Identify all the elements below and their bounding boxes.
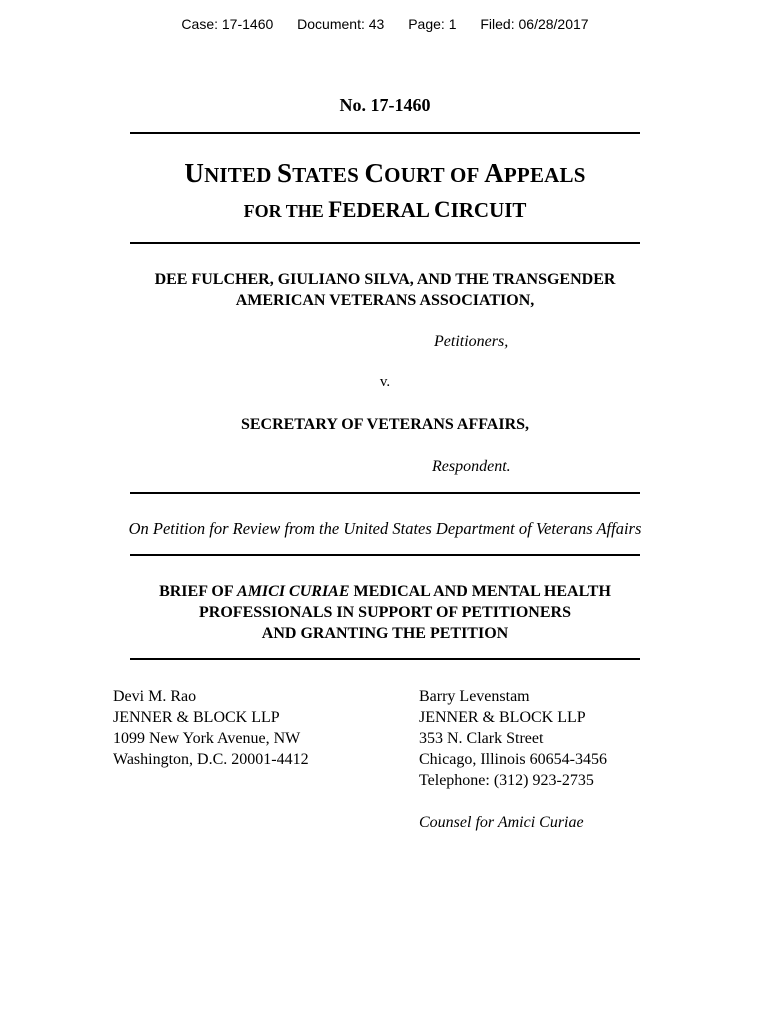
filed-date: Filed: 06/28/2017 [480, 16, 589, 32]
versus: v. [379, 374, 391, 390]
divider [130, 132, 640, 134]
counsel-address: Washington, D.C. 20001-4412 [113, 751, 309, 768]
page-number: Page: 1 [408, 16, 457, 32]
court-name-line1: UNITED STATES COURT OF APPEALS [184, 158, 586, 188]
counsel-address: 353 N. Clark Street [419, 730, 544, 747]
counsel-firm: JENNER & BLOCK LLP [419, 709, 586, 726]
respondent-name: SECRETARY OF VETERANS AFFAIRS, [240, 416, 530, 433]
counsel-firm: JENNER & BLOCK LLP [113, 709, 280, 726]
divider [130, 554, 640, 556]
filing-header [0, 16, 770, 32]
document-number: Document: 43 [297, 16, 385, 32]
divider [130, 492, 640, 494]
divider [130, 658, 640, 660]
counsel-block-left [113, 686, 309, 770]
counsel-phone: Telephone: (312) 923-2735 [419, 772, 594, 789]
petitioners-label: Petitioners, [434, 333, 509, 350]
divider [130, 242, 640, 244]
counsel-address: 1099 New York Avenue, NW [113, 730, 301, 747]
counsel-address: Chicago, Illinois 60654-3456 [419, 751, 607, 768]
court-name-line2: FOR THE FEDERAL CIRCUIT [243, 197, 527, 222]
counsel-name: Barry Levenstam [419, 688, 530, 705]
counsel-role: Counsel for Amici Curiae [419, 814, 584, 831]
brief-title: BRIEF OF AMICI CURIAE MEDICAL AND MENTAL HEALTH PROFESSIONALS IN SUPPORT OF PETITIONERS AND GRANTING THE PETITION [159, 583, 611, 642]
respondent-label: Respondent. [432, 458, 511, 475]
case-number: Case: 17-1460 [181, 16, 274, 32]
petition-review-line: On Petition for Review from the United States Department of Veterans Affairs [128, 519, 642, 538]
counsel-name: Devi M. Rao [113, 688, 197, 705]
docket-number: No. 17-1460 [339, 95, 431, 115]
counsel-block-right [419, 686, 607, 833]
petitioners-names: DEE FULCHER, GIULIANO SILVA, AND THE TRANSGENDER AMERICAN VETERANS ASSOCIATION, [154, 271, 616, 309]
